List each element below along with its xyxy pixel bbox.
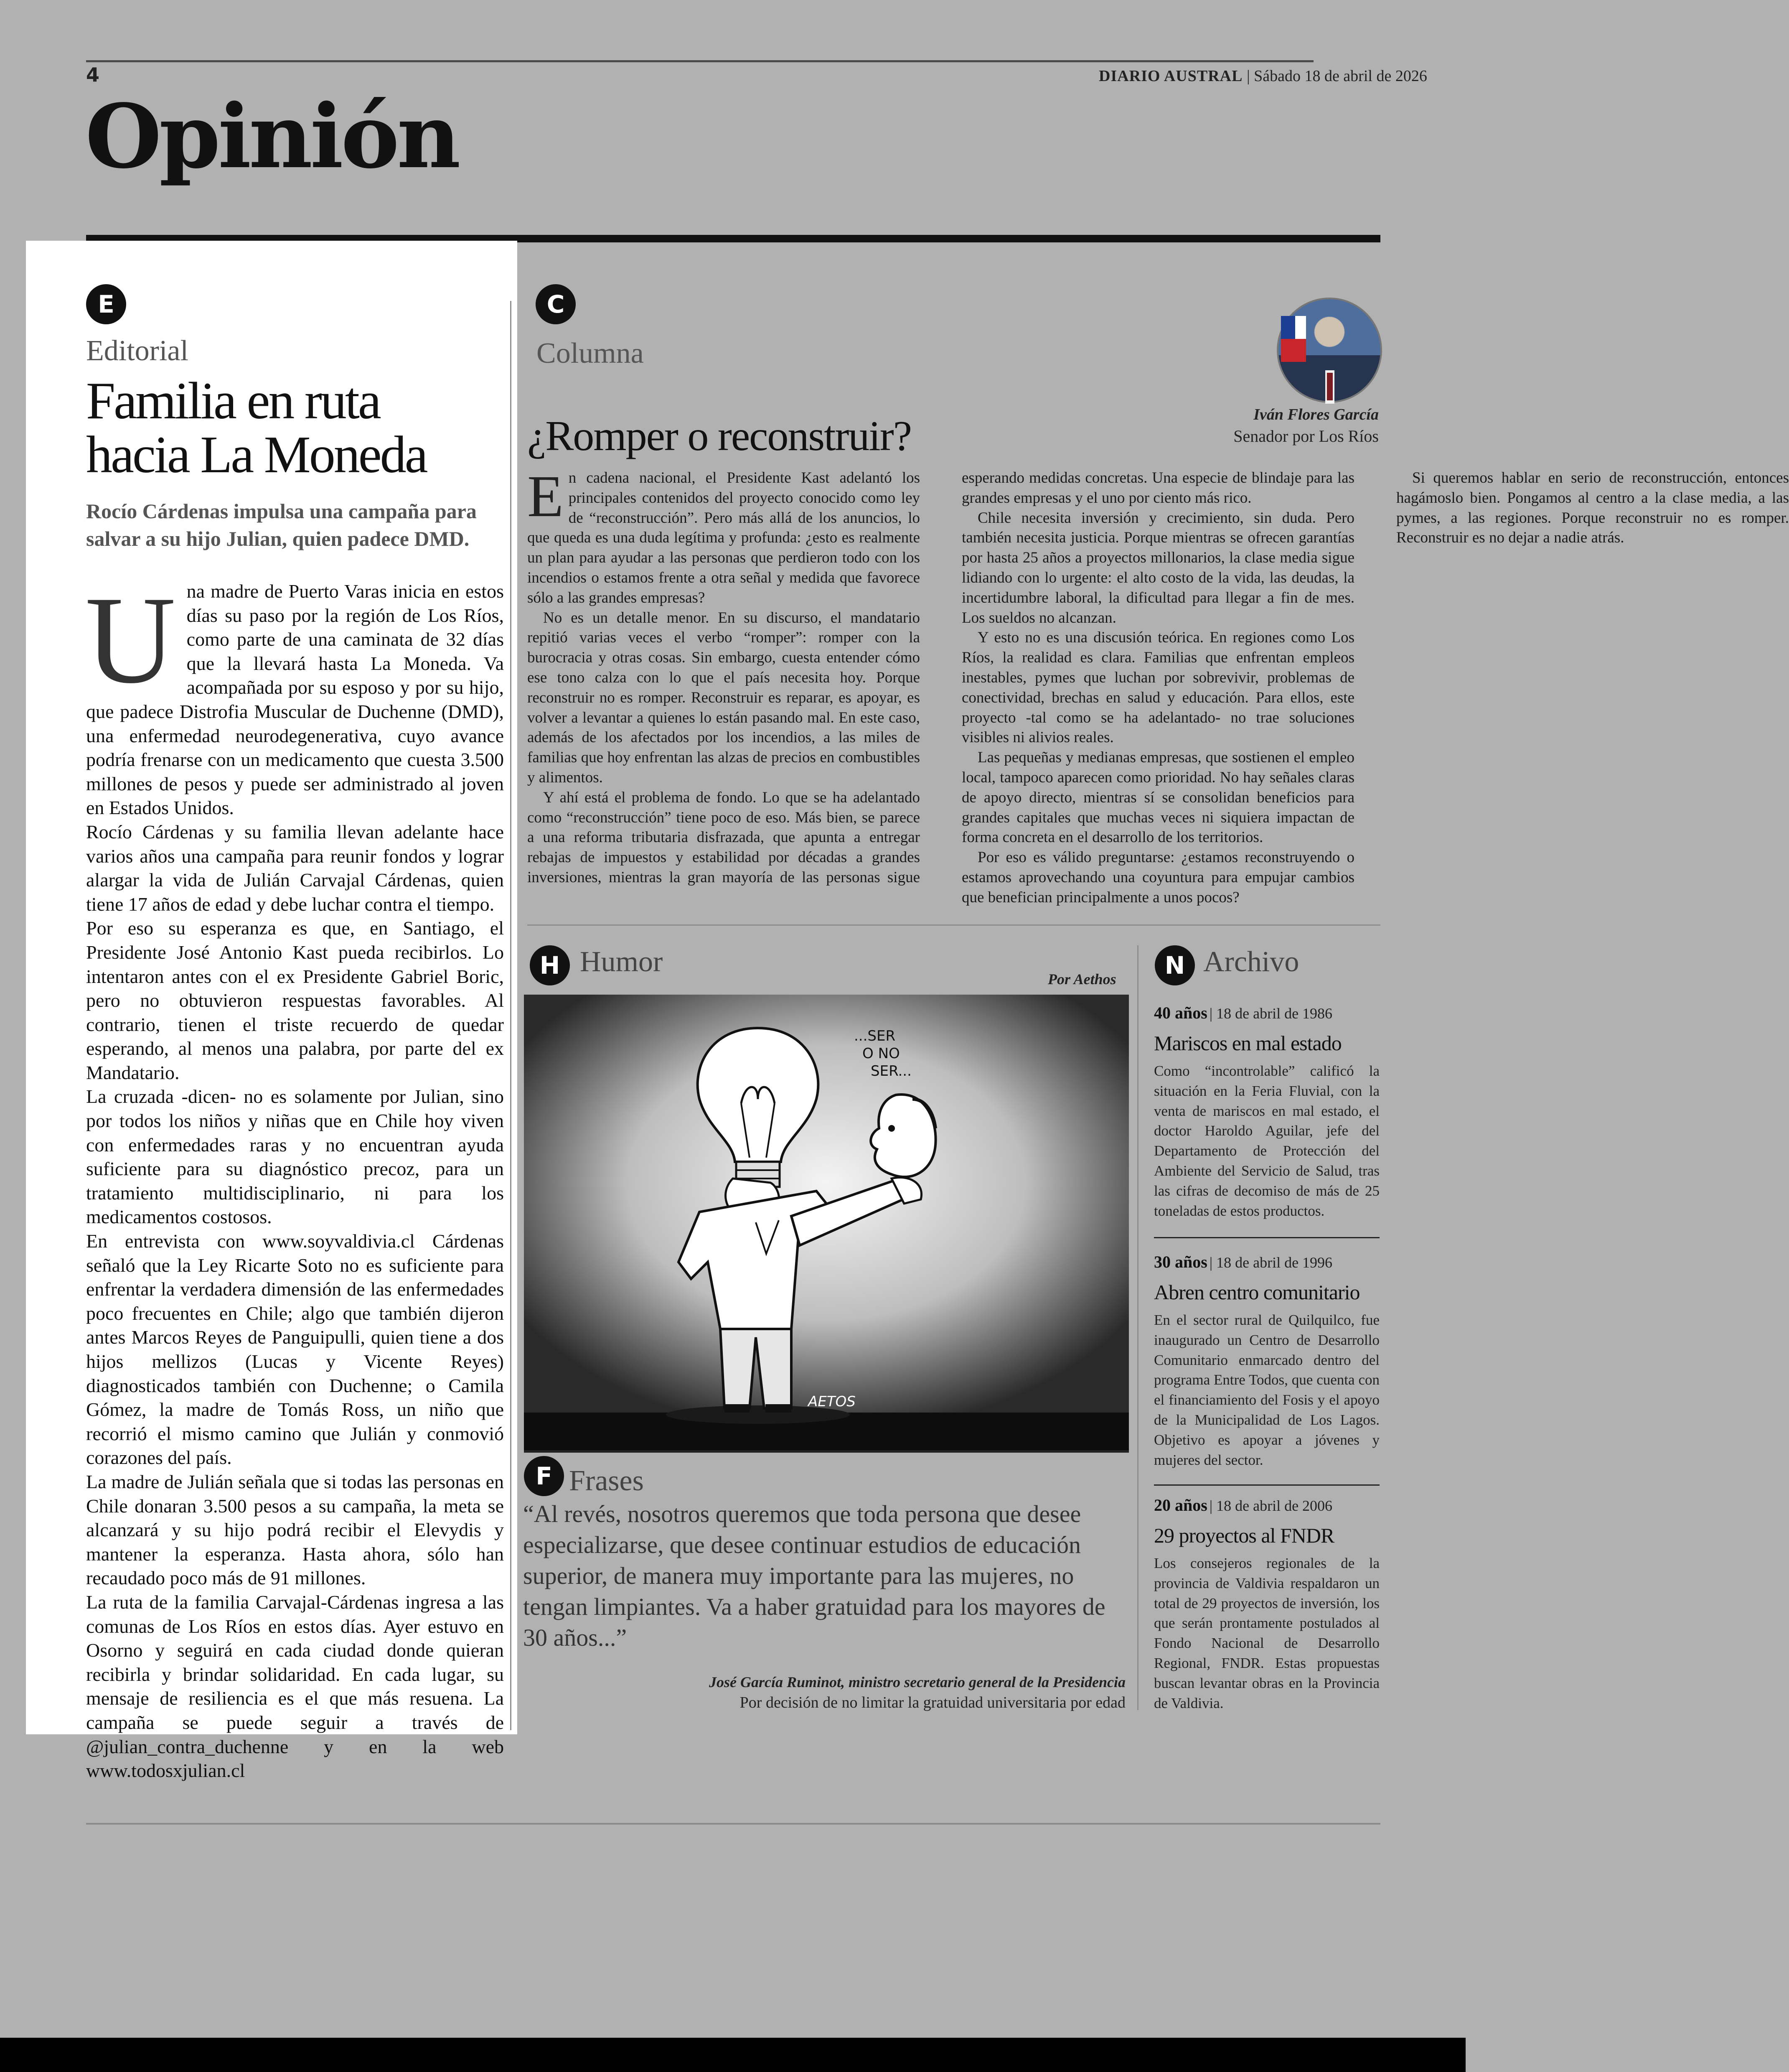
frases-context: Por decisión de no limitar la gratuidad universitaria por edad (739, 1694, 1126, 1711)
editorial-paragraph: La madre de Julián señala que si todas las personas en Chile donaran 3.500 pesos a su campaña, la meta se alcanzará y su hijo podrá recibir el Elevydis y mantener la esperanza. Hasta ahora, sólo han recaudado poco más de 91 millones. (86, 1471, 504, 1589)
archivo-text: Los consejeros regionales de la provincia de Valdivia respaldaron un total de 29 proyectos de inversión, los que serán prontamente postulados al Fondo Nacional de Desarrollo Regional, FNDR. Estas propuestas buscan levantar obras en la Provincia de Valdivia. (1154, 1555, 1380, 1711)
editorial-dropcap: U (85, 570, 176, 709)
editorial-title (86, 374, 508, 482)
archivo-headline: Abren centro comunitario (1154, 1280, 1360, 1304)
cartoon-bubble-line3: SER... (871, 1063, 912, 1079)
column-body (527, 463, 1789, 911)
archivo-headline: Mariscos en mal estado (1154, 1031, 1342, 1055)
frases-quote: “Al revés, nosotros queremos que toda persona que desee especializarse, que desee continuar estudios de educación superior, de manera muy importante para las mujeres, no tengan limpiantes. Va a haber gratuidad para los mayores de 30 años...” (523, 1500, 1105, 1651)
frases-kicker: Frases (569, 1465, 644, 1497)
column-paragraph: Si queremos hablar en serio de reconstrucción, entonces hagámoslo bien. Pongamos al centro a la clase media, a las pymes, a las regiones. Porque reconstruir no es romper. Reconstruir es no dejar a nadie atrás. (1396, 469, 1789, 547)
cartoon-bubble-line1: ...SER (854, 1028, 896, 1044)
archivo-rule (1154, 1484, 1380, 1486)
archivo-text: Como “incontrolable” calificó la situación en la Feria Fluvial, con la venta de mariscos en mal estado, el doctor Haroldo Aguilar, jefe del Departamento de Protección del Ambiente del Servicio de Salud, tras las cifras de decomiso de más de 25 toneladas de estos productos. (1154, 1063, 1380, 1219)
cartoon-rule (524, 1450, 1129, 1453)
frases-attribution: José García Ruminot, ministro secretario general de la Presidencia (709, 1674, 1126, 1690)
editorial-kicker: Editorial (86, 335, 188, 367)
archivo-headline: 29 proyectos al FNDR (1154, 1524, 1334, 1547)
archivo-divider (1137, 945, 1138, 1710)
cartoon-signature: AETOS (808, 1393, 856, 1410)
editorial-paragraph: La ruta de la familia Carvajal-Cárdenas ingresa a las comunas de Los Ríos en estos días. Ayer estuvo en Osorno y seguirá en cada ciudad donde quieran recibirla y brindar solidaridad. En cada lugar, su mensaje de resiliencia es el que más resuena. La campaña se puede seguir a través de @julian_contra_duchenne y en la web www.todosxjulian.cl (86, 1591, 504, 1782)
page-number: 4 (86, 64, 100, 86)
archivo-years: 30 años (1154, 1252, 1207, 1271)
middle-rule (527, 924, 1380, 926)
column-paragraph: Chile necesita inversión y crecimiento, sin duda. Pero también necesita justicia. Porque mientras se ofrecen garantías por hasta 25 años a proyectos millonarios, la clase media sigue lidiando con lo urgente: el alto costo de la vida, las deudas, la incertidumbre laboral, la dificultad para llegar a fin de mes. Los sueldos no alcanzan. (962, 509, 1354, 626)
author-avatar (1277, 298, 1382, 403)
editorial-title-line1: Familia en ruta (86, 372, 380, 430)
issue-date: Sábado 18 de abril de 2026 (1254, 67, 1427, 85)
column-paragraph: Y esto no es una discusión teórica. En regiones como Los Ríos, la realidad es clara. Familias que enfrentan empleos inestables, pymes que luchan por sobrevivir, problemas de conectividad, brechas en salud y educación. Para ellos, este proyecto -tal como se ha adelantado- no trae soluciones visibles ni alivios reales. (962, 629, 1354, 746)
editorial-badge: E (86, 284, 126, 324)
archivo-item: 20 años | 18 de abril de 2006 29 proyectos al FNDR Los consejeros regionales de la provincia de Valdivia respaldaron un total de 29 proyectos de inversión, los que serán prontamente postulados al Fondo Nacional de Desarrollo Regional, FNDR. Estas propuestas buscan levantar obras en la Provincia de Valdivia. (1154, 1495, 1380, 1713)
archivo-item: 30 años | 18 de abril de 1996 Abren centro comunitario En el sector rural de Quilquilco, fue inaugurado un Centro de Desarrollo Comunitario enmarcado dentro del programa Entre Todos, que cuenta con el financiamiento del Fosis y el apoyo de la Municipalidad de Los Lagos. Objetivo es apoyar a jóvenes y mujeres del sector. (1154, 1252, 1380, 1470)
column-title: ¿Romper o reconstruir? (527, 412, 911, 460)
column-divider (510, 301, 511, 1730)
column-author-name: Iván Flores García (1253, 406, 1379, 423)
humor-credit: Por Aethos (1048, 971, 1116, 988)
humor-kicker: Humor (580, 946, 663, 978)
archivo-item: 40 años | 18 de abril de 1986 Mariscos en mal estado Como “incontrolable” calificó la situación en la Feria Fluvial, con la venta de mariscos en mal estado, el doctor Haroldo Aguilar, jefe del Departamento de Protección del Ambiente del Servicio de Salud, tras las cifras de decomiso de más de 25 toneladas de estos productos. (1154, 1003, 1380, 1221)
column-paragraph: No es un detalle menor. En su discurso, el mandatario repitió varias veces el verbo “romper”: romper con la burocracia y otras cosas. Sin embargo, cuesta entender cómo ese tono calza con lo que el país necesita hoy. Porque reconstruir no es romper. Reconstruir es reparar, es apoyar, es volver a levantar a quienes lo están pasando mal. En este caso, además de los afectados por los incendios, a las miles de familias que hoy enfrentan las alzas de precios en combustibles y alimentos. (527, 609, 920, 786)
frases-badge: F (524, 1456, 564, 1496)
footer-rule (86, 1823, 1380, 1825)
humor-badge: H (530, 945, 570, 985)
archivo-date: 18 de abril de 2006 (1216, 1497, 1333, 1514)
archivo-text: En el sector rural de Quilquilco, fue inaugurado un Centro de Desarrollo Comunitario enmarcado dentro del programa Entre Todos, que cuenta con el financiamiento del Fosis y el apoyo de la Municipalidad de Los Lagos. Objetivo es apoyar a jóvenes y mujeres del sector. (1154, 1312, 1380, 1468)
archivo-date: 18 de abril de 1986 (1216, 1005, 1333, 1022)
header-rule (86, 60, 1314, 62)
viewer-bottom-bar (0, 2038, 1466, 2072)
editorial-paragraph: Una madre de Puerto Varas inicia en estos días su paso por la región de Los Ríos, como parte de una caminata de 32 días que la llevará hasta La Moneda. Va acompañada por su esposo y por su hijo, que padece Distrofia Muscular de Duchenne (DMD), una enfermedad neurodegenerativa, cuyo avance podría frenarse con un medicamento que cuesta 3.500 millones de pesos y puede ser administrado al joven en Estados Unidos. (85, 570, 504, 819)
editorial-paragraph: Rocío Cárdenas y su familia llevan adelante hace varios años una campaña para reunir fondos y lograr alargar la vida de Julián Carvajal Cárdenas, quien tiene 17 años de edad y debe luchar contra el tiempo. (86, 821, 504, 915)
archivo-date: 18 de abril de 1996 (1216, 1254, 1333, 1271)
column-badge: C (536, 284, 576, 324)
editorial-deck: Rocío Cárdenas impulsa una campaña para salvar a su hijo Julian, quien padece DMD. (86, 499, 477, 550)
cartoon-bubble-line2: O NO (862, 1045, 900, 1062)
column-paragraph: Y ahí está el problema de fondo. Lo que se ha adelantado como “reconstrucción” tiene poco de eso. Más bien, se parece a una reforma tributaria disfrazada, que apunta a entregar rebajas de impuestos y estabilidad por décadas a grandes inversiones, mientras la gran mayoría de las personas sigue esperando medidas concretas. Una especie de blindaje para las grandes empresas y el uno por ciento más rico. (527, 469, 1354, 886)
editorial-body (85, 570, 504, 1783)
archivo-years: 20 años (1154, 1496, 1207, 1515)
archivo-rule (1154, 1237, 1380, 1238)
editorial-paragraph: La cruzada -dicen- no es solamente por Julian, sino por todos los niños y niñas que en Chile hoy viven con enfermedades raras y no encuentran ayuda suficiente para su diagnóstico precoz, para un tratamiento multidisciplinario, ni para los medicamentos costosos. (86, 1086, 504, 1228)
column-paragraph: En cadena nacional, el Presidente Kast adelantó los principales contenidos del proyecto conocido como ley de “reconstrucción”. Pero más allá de los anuncios, lo que queda es una duda legítima y profunda: ¿esto es realmente un plan para ayudar a las personas que perdieron todo con los incendios o estamos frente a otra señal y medida que favorece sólo a las grandes empresas? (527, 463, 920, 606)
chile-flag-icon (1281, 316, 1306, 362)
newspaper-name: DIARIO AUSTRAL (1099, 67, 1243, 85)
editorial-paragraph: Por eso su esperanza es que, en Santiago, el Presidente José Antonio Kast pueda recibirlos. Lo intentaron antes con el ex Presidente Gabriel Boric, pero no obtuvieron respuestas favorables. Al contrario, tienen el triste recuerdo de quedar esperando, al menos una palabra, por parte del ex Mandatario. (86, 917, 504, 1083)
masthead: DIARIO AUSTRAL | Sábado 18 de abril de 2026 (1099, 67, 1427, 85)
cartoon-illustration (524, 995, 1129, 1450)
column-kicker: Columna (536, 337, 644, 369)
column-dropcap: E (527, 463, 564, 529)
column-paragraph: Las pequeñas y medianas empresas, que sostienen el empleo local, tampoco aparecen como prioridad. No hay señales claras de apoyo directo, mientras sí se consolidan beneficios para grandes capitales que muchas veces ni siquiera impactan de forma concreta en el desarrollo de los territorios. (962, 749, 1354, 846)
editorial-paragraph: En entrevista con www.soyvaldivia.cl Cárdenas señaló que la Ley Ricarte Soto no es suficiente para enfrentar la verdadera dimensión de las enfermedades poco frecuentes en Chile; algo que también dijeron antes Marcos Reyes de Panguipulli, quien tiene a dos hijos mellizos (Lucas y Vicente Reyes) diagnosticados también con Duchenne; o Camila Gómez, la madre de Tomás Ross, un niño que recorrió el mismo camino que Julián y conmovió corazones del país. (86, 1230, 504, 1469)
section-title: Opinión (85, 85, 458, 188)
humor-cartoon (524, 995, 1129, 1450)
archivo-badge: N (1155, 945, 1195, 985)
archivo-kicker: Archivo (1203, 946, 1299, 978)
archivo-years: 40 años (1154, 1003, 1207, 1022)
editorial-title-line2: hacia La Moneda (86, 425, 427, 484)
column-author-role: Senador por Los Ríos (1233, 427, 1379, 445)
column-paragraph: Por eso es válido preguntarse: ¿estamos reconstruyendo o estamos aprovechando una coyuntura para empujar cambios que benefician principalmente a unos pocos? (962, 849, 1354, 906)
